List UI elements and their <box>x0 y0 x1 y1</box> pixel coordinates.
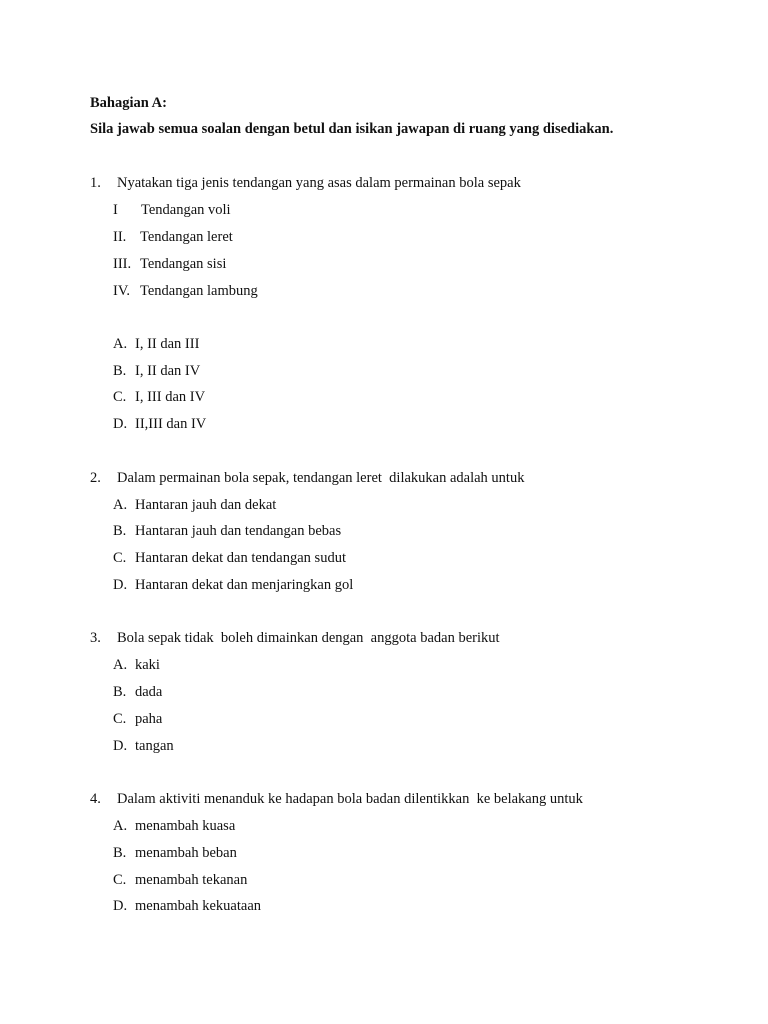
statement-text: Tendangan lambung <box>140 283 258 299</box>
statement-text: Tendangan voli <box>141 202 231 218</box>
option-text: Hantaran dekat dan tendangan sudut <box>135 550 346 566</box>
option-text: menambah kuasa <box>135 818 236 834</box>
question-number: 1. <box>90 175 101 191</box>
option-text: kaki <box>135 657 160 673</box>
option-letter: B. <box>113 363 127 379</box>
option-letter: C. <box>113 550 127 566</box>
option-text: tangan <box>135 738 174 754</box>
option-letter: B. <box>113 684 127 700</box>
option-letter: D. <box>113 416 128 432</box>
option-letter: A. <box>113 336 128 352</box>
option-text: I, II dan IV <box>135 363 201 379</box>
option-text: menambah kekuataan <box>135 898 262 914</box>
option-letter: B. <box>113 845 127 861</box>
option-letter: D. <box>113 738 128 754</box>
section-instruction: Sila jawab semua soalan dengan betul dan isikan jawapan di ruang yang disediakan. <box>90 121 614 137</box>
statement-numeral: II. <box>113 229 127 245</box>
option-text: II,III dan IV <box>135 416 207 432</box>
statement-numeral: I <box>113 202 118 218</box>
option-text: Hantaran jauh dan tendangan bebas <box>135 523 342 539</box>
option-letter: A. <box>113 657 128 673</box>
option-letter: A. <box>113 818 128 834</box>
option-letter: C. <box>113 711 127 727</box>
option-text: I, III dan IV <box>135 389 206 405</box>
section-heading: Bahagian A: <box>90 95 167 111</box>
statement-numeral: III. <box>113 256 132 272</box>
option-letter: B. <box>113 523 127 539</box>
option-letter: C. <box>113 872 127 888</box>
option-text: dada <box>135 684 163 700</box>
option-letter: A. <box>113 497 128 513</box>
option-text: menambah tekanan <box>135 872 248 888</box>
option-text: paha <box>135 711 163 727</box>
option-text: menambah beban <box>135 845 237 861</box>
question-text: Bola sepak tidak boleh dimainkan dengan anggota badan berikut <box>117 630 500 646</box>
question-number: 4. <box>90 791 101 807</box>
option-letter: D. <box>113 898 128 914</box>
option-letter: C. <box>113 389 127 405</box>
statement-numeral: IV. <box>113 283 131 299</box>
question-text: Dalam permainan bola sepak, tendangan leret dilakukan adalah untuk <box>117 470 525 486</box>
statement-text: Tendangan leret <box>140 229 233 245</box>
option-text: Hantaran jauh dan dekat <box>135 497 277 513</box>
statement-text: Tendangan sisi <box>140 256 227 272</box>
question-number: 2. <box>90 470 101 486</box>
option-letter: D. <box>113 577 128 593</box>
option-text: I, II dan III <box>135 336 200 352</box>
question-text: Dalam aktiviti menanduk ke hadapan bola badan dilentikkan ke belakang untuk <box>117 791 583 807</box>
question-number: 3. <box>90 630 101 646</box>
option-text: Hantaran dekat dan menjaringkan gol <box>135 577 354 593</box>
question-text: Nyatakan tiga jenis tendangan yang asas dalam permainan bola sepak <box>117 175 521 191</box>
